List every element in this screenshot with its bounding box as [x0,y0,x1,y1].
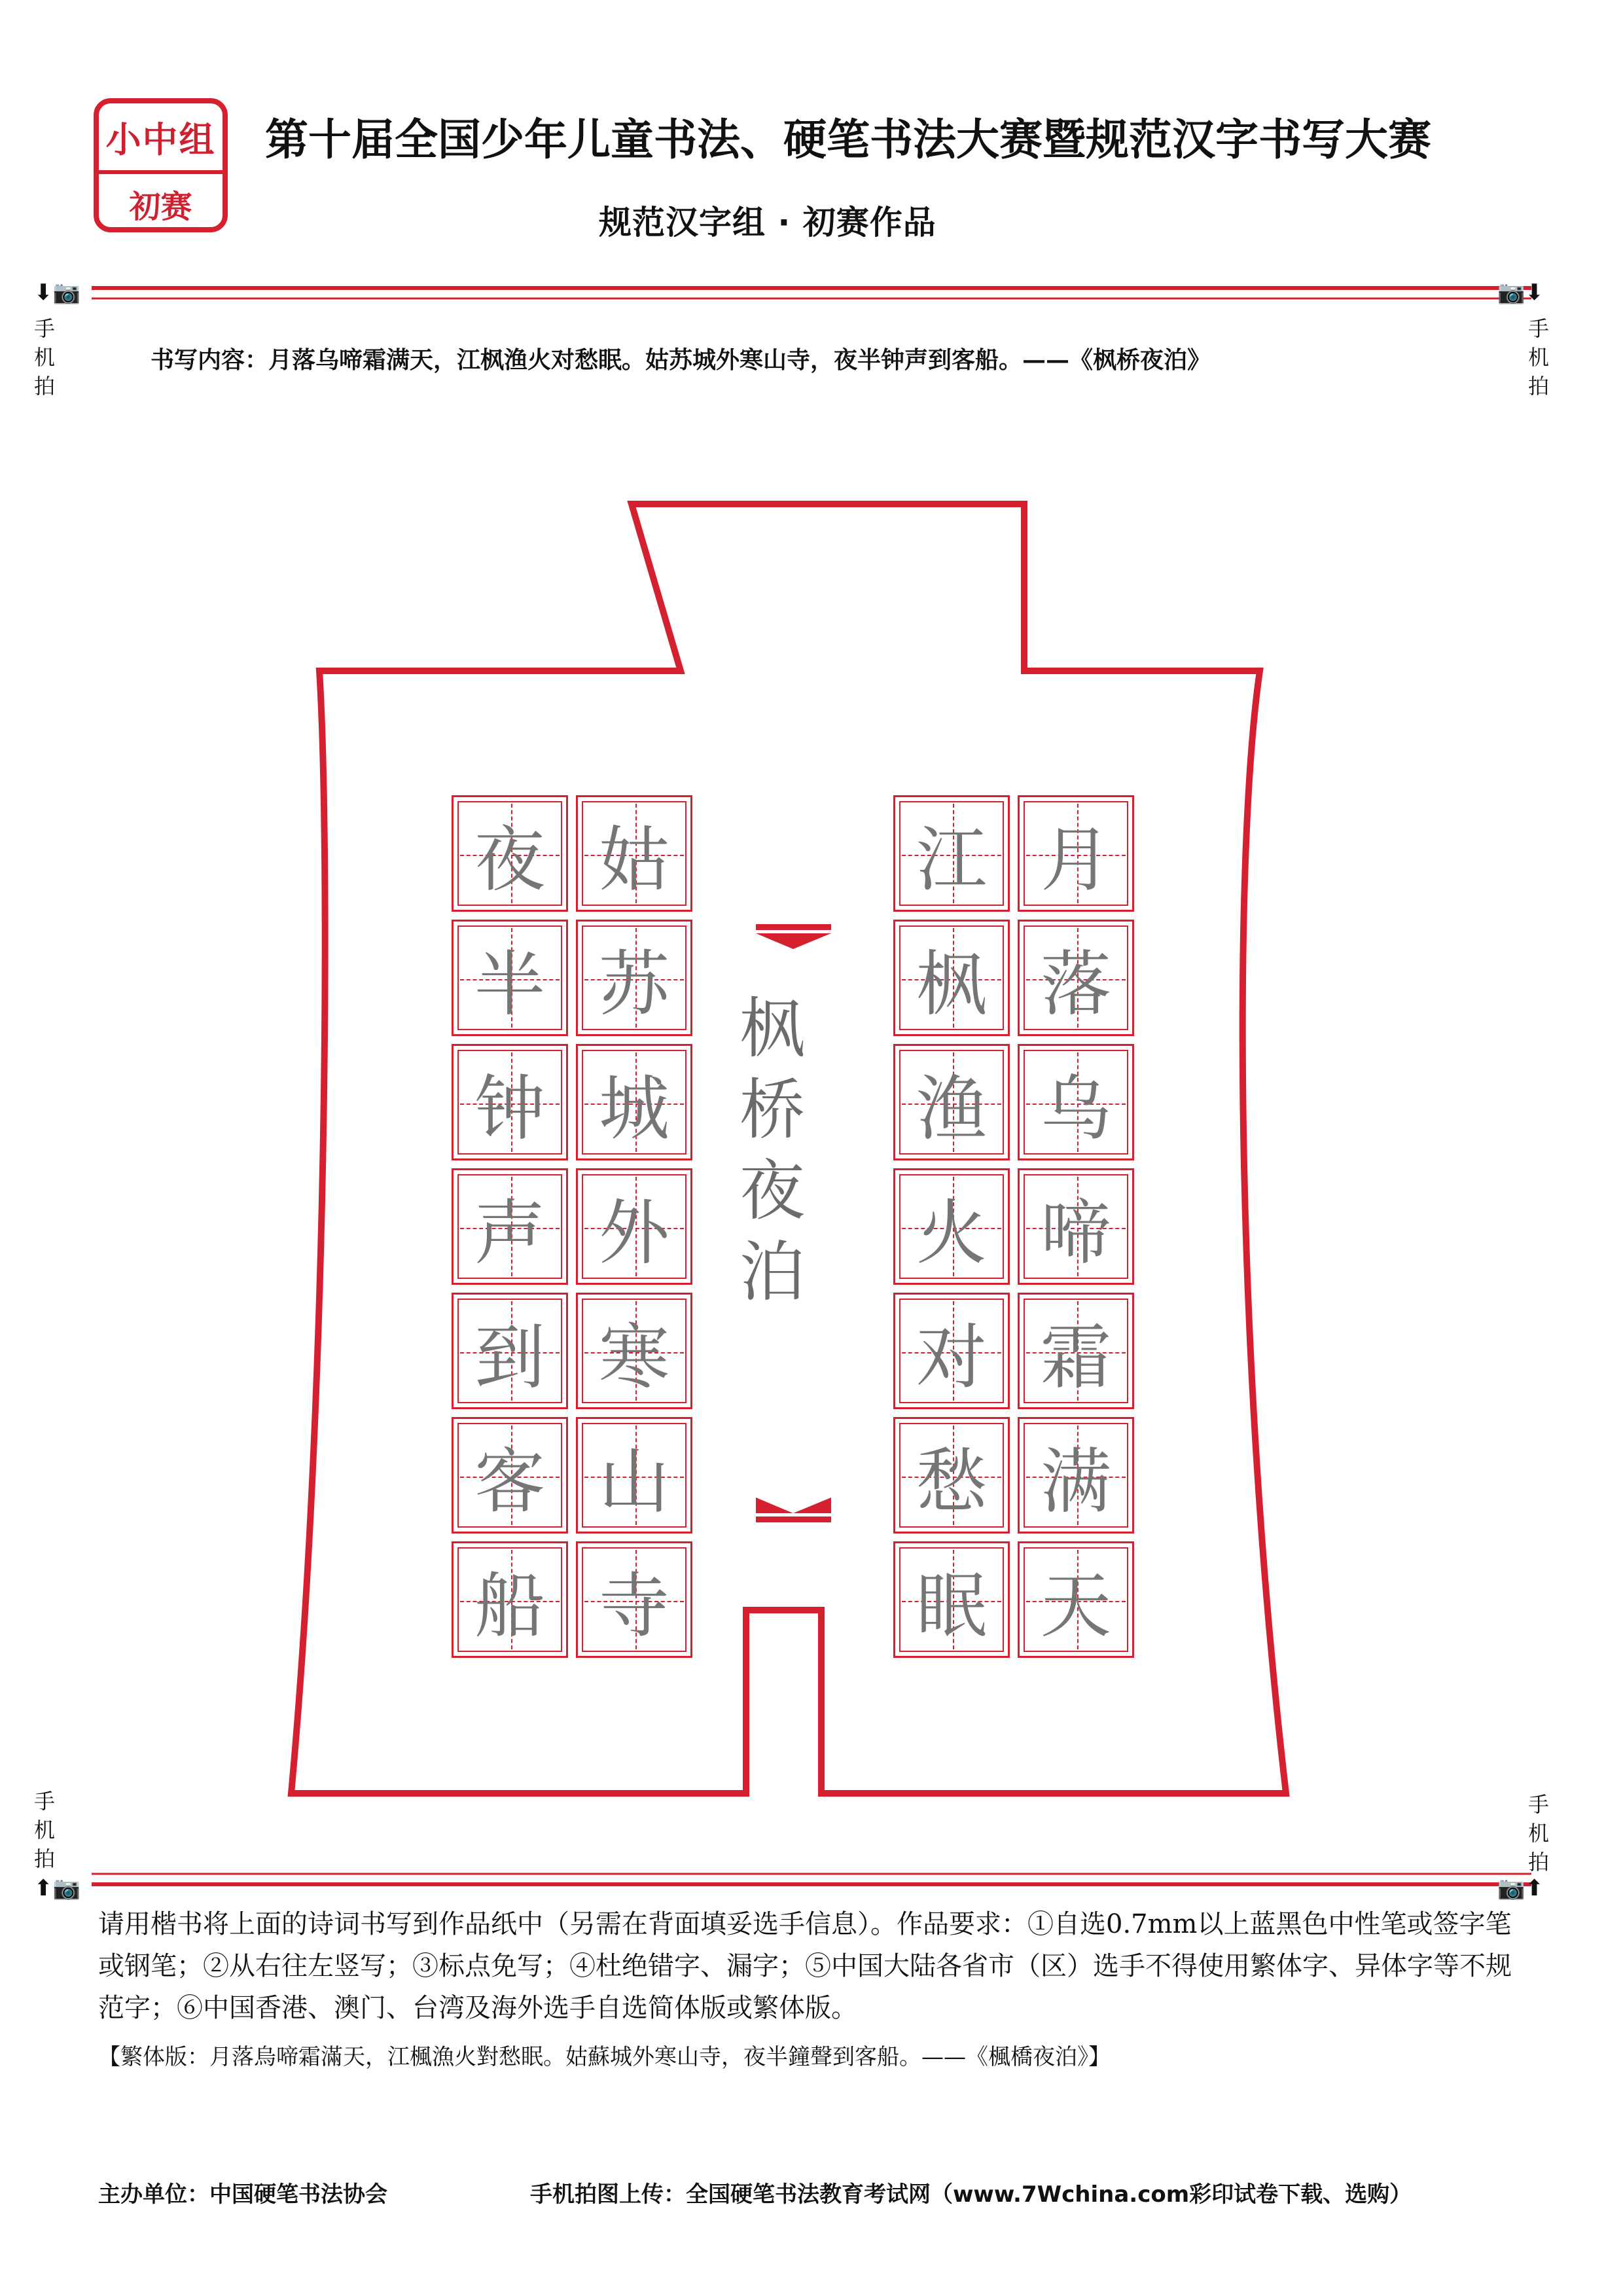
bottom-rule [0,1869,1623,1895]
vertical-title-char: 夜 [740,1153,805,1229]
poem-char: 落 [1040,943,1111,1026]
poem-cell [1018,1168,1134,1285]
poem-cell [452,1293,568,1409]
poem-cell [1018,920,1134,1036]
traditional-version: 【繁体版：月落烏啼霜滿天，江楓漁火對愁眠。姑蘇城外寒山寺，夜半鐘聲到客船。——《楓橋夜泊》】 [98,2044,1111,2070]
poem-cell [893,1541,1010,1658]
right-top-camera-icon: 📷⬇ [1497,279,1544,306]
poem-cell [1018,1541,1134,1658]
poem-cell [576,1044,692,1160]
poem-cell [576,795,692,912]
poem-char: 天 [1040,1565,1111,1647]
poem-char: 外 [598,1192,669,1274]
poem-cell [452,920,568,1036]
left-bottom-label: 手机拍 [34,1789,56,1871]
poem-cell [576,1417,692,1534]
poem-cell [893,1044,1010,1160]
upload-text: 手机拍图上传：全国硬笔书法教育考试网（www.7Wchina.com彩印试卷下载、选购） [530,2181,1412,2208]
vertical-title-char: 泊 [740,1234,805,1310]
poem-char: 霜 [1040,1316,1111,1399]
poem-char: 愁 [916,1441,987,1523]
poem-char: 眠 [916,1565,987,1647]
bottom-bracket-icon [756,1498,831,1522]
poem-char: 江 [916,819,987,901]
poem-cell [893,920,1010,1036]
poem-char: 苏 [598,943,669,1026]
poem-cell [893,1168,1010,1285]
poem-char: 夜 [474,819,545,901]
poem-cell [576,1293,692,1409]
vertical-title-char: 桥 [740,1071,805,1148]
vertical-title-char: 枫 [740,990,805,1067]
poem-char: 月 [1040,819,1111,901]
group-badge-bottom: 初赛 [129,188,192,225]
instructions: 请用楷书将上面的诗词书写到作品纸中（另需在背面填妥选手信息）。作品要求：①自选0.7mm以上蓝黑色中性笔或签字笔或钢笔；②从右往左竖写；③标点免写；④杜绝错字、漏字；⑤中国大陆各省市（区）选手不得使用繁体字、异体字等不规范字；⑥中国香港、澳门、台湾及海外选手自选简体版或繁体版。 [98,1909,1512,2023]
poem-char: 到 [474,1316,545,1399]
poem-cell [1018,795,1134,912]
poem-char: 满 [1040,1441,1111,1523]
poem-char: 火 [916,1192,987,1274]
poem-cell [576,1168,692,1285]
writing-content-line: 书写内容：月落乌啼霜满天，江枫渔火对愁眠。姑苏城外寒山寺，夜半钟声到客船。——《枫桥夜泊》 [151,346,1211,374]
left-top-label: 手机拍 [34,316,56,399]
poem-cell [452,795,568,912]
page-subtitle: 规范汉字组 · 初赛作品 [599,204,936,242]
poem-cell [893,1293,1010,1409]
poem-cell [1018,1417,1134,1534]
poem-char: 客 [474,1441,545,1523]
right-top-label: 手机拍 [1528,316,1550,399]
poem-cell [576,1541,692,1658]
poem-cell [1018,1293,1134,1409]
poem-char: 啼 [1040,1192,1111,1274]
poem-char: 声 [474,1192,545,1274]
poem-cell [452,1168,568,1285]
vertical-title [740,988,805,1313]
poem-cell [576,920,692,1036]
poem-cell [452,1044,568,1160]
top-bracket-icon [756,924,831,949]
page-title: 第十届全国少年儿童书法、硬笔书法大赛暨规范汉字书写大赛 [265,114,1431,165]
poem-char: 枫 [916,943,987,1026]
poem-char: 山 [598,1441,669,1523]
poem-char: 船 [474,1565,545,1647]
poem-cell [1018,1044,1134,1160]
poem-char: 城 [598,1067,669,1150]
poem-char: 对 [916,1316,987,1399]
poem-char: 寺 [598,1565,669,1647]
organizer-text: 主办单位：中国硬笔书法协会 [98,2181,387,2208]
left-bottom-camera-icon: ⬆📷 [34,1875,80,1901]
poem-char: 半 [474,943,545,1026]
poem-cell [452,1417,568,1534]
poem-cell [893,795,1010,912]
poem-char: 寒 [598,1316,669,1399]
poem-char: 渔 [916,1067,987,1150]
poem-char: 乌 [1040,1067,1111,1150]
poem-char: 姑 [598,819,669,901]
right-bottom-camera-icon: 📷⬆ [1497,1875,1544,1901]
left-top-camera-icon: ⬇📷 [34,279,80,306]
poem-cell [452,1541,568,1658]
group-badge-top: 小中组 [99,103,223,174]
poem-char: 钟 [474,1067,545,1150]
right-bottom-label: 手机拍 [1528,1792,1550,1874]
poem-cell [893,1417,1010,1534]
